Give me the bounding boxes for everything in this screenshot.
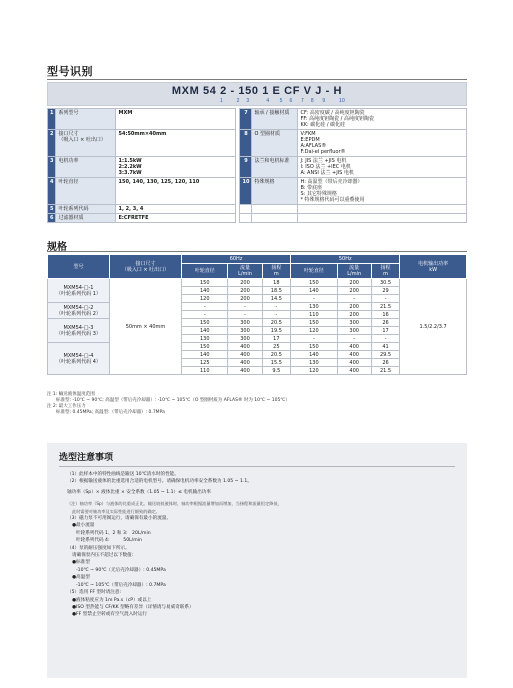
legend-number: 10 <box>240 178 252 205</box>
selection-notes-panel <box>47 443 467 678</box>
spec-cell: - <box>262 303 291 311</box>
legend-value: J: JIS 法兰 +JIS 电机 I: ISO 法兰 +IEC 电机 A: ANSI 法兰 +JIS 电机 <box>298 157 467 178</box>
spec-model: MXM54-□-3 （叶轮系列代码 3） <box>48 319 110 343</box>
legend-number: 7 <box>240 109 252 130</box>
legend-number: 3 <box>48 157 56 178</box>
spec-cell: 150 <box>182 279 228 287</box>
selection-line: ●最小流量 <box>72 523 95 529</box>
spec-cell: 120 <box>182 295 228 303</box>
spec-cell: 300 <box>228 319 262 327</box>
header-60hz: 60Hz <box>182 255 291 264</box>
selection-line: （2）根据输送液体的比重选用合适的电机型号。请确保电机功率安全系数为 1.05 ~ 1.1。 <box>67 479 252 485</box>
legend-value: MXM <box>116 109 236 130</box>
spec-model: MXM54-□-4 （叶轮系列代码 4） <box>48 343 110 375</box>
spec-row <box>48 279 467 287</box>
selection-line: （5）选用 FF 型时请注意: <box>67 590 122 596</box>
spec-cell: 150 <box>291 343 337 351</box>
spec-cell: 400 <box>228 343 262 351</box>
note-line: 标准型: -10℃ ~ 90℃; 高温型（带后壳冷却器）: -10℃ ~ 105℃（O 型圈材质为 AFLAS® 时为 10℃ ~ 105℃） <box>47 398 290 403</box>
selection-line: -10℃ ~ 90℃（无后壳冷却器）: 0.45MPa <box>76 567 166 573</box>
spec-cell: 150 <box>291 319 337 327</box>
spec-cell: 300 <box>337 327 371 335</box>
legend-row <box>48 205 467 214</box>
spec-cell: 300 <box>337 319 371 327</box>
legend-number: 8 <box>240 130 252 157</box>
spec-model: MXM54-□-2 （叶轮系列代码 2） <box>48 303 110 319</box>
spec-cell: - <box>371 335 400 343</box>
selection-line: ●ISO 型热能与 CF/KK 型略有差异（详情请与易威奇联系） <box>72 604 194 610</box>
legend-label: 叶轮系列代码 <box>56 205 116 214</box>
legend-row <box>48 178 467 205</box>
selection-line: ●标准型 <box>72 560 90 566</box>
spec-cell: 120 <box>291 327 337 335</box>
spec-cell: 9.5 <box>262 367 291 375</box>
legend-number: 5 <box>48 205 56 214</box>
legend-value: 150, 140, 130, 125, 120, 110 <box>116 178 236 205</box>
spec-cell: 18 <box>262 279 291 287</box>
legend-number: 6 <box>48 214 56 223</box>
spec-cell: 30.5 <box>371 279 400 287</box>
spec-cell: 17 <box>371 327 400 335</box>
spec-cell: 17 <box>262 335 291 343</box>
divider <box>47 251 467 252</box>
legend-number: 4 <box>48 178 56 205</box>
legend-label: 系列型号 <box>56 109 116 130</box>
model-code: MXM 54 2 - 150 1 E CF V J - H <box>171 85 343 97</box>
header-flow: 流量 L/min <box>228 264 262 279</box>
legend-value: CF: 高密度碳 / 高纯度钽陶瓷 FF: 高纯度钽陶瓷 / 高纯度钽陶瓷 KK: 碳化硅 / 碳化硅 <box>298 109 467 130</box>
spec-cell: 21.5 <box>371 367 400 375</box>
spec-cell: - <box>182 303 228 311</box>
spec-cell: 19.5 <box>262 327 291 335</box>
legend-row <box>48 214 467 223</box>
legend-value: 54:50mm×40mm <box>116 130 236 157</box>
spec-cell: 110 <box>182 367 228 375</box>
spec-table <box>47 254 467 375</box>
spec-cell: 14.5 <box>262 295 291 303</box>
selection-line: ●FF 型禁止空转或有空气混入时运行 <box>72 612 148 618</box>
spec-cell: 29 <box>371 287 400 295</box>
spec-cell: 20.5 <box>262 319 291 327</box>
legend-empty <box>240 205 252 214</box>
spec-port-size: 50mm × 40mm <box>110 279 182 375</box>
legend-value: 1:1.5kW 2:2.2kW 3:3.7kW <box>116 157 236 178</box>
note-line: 注 1: 輸送液体温度范围 <box>47 392 95 397</box>
selection-line: ●液体粘度应为 1m Pa.s（cP）或以上 <box>72 597 152 603</box>
spec-cell: 26 <box>371 359 400 367</box>
spec-cell: 400 <box>228 359 262 367</box>
spec-cell: 140 <box>182 327 228 335</box>
model-code-legend-table <box>47 108 467 223</box>
spec-cell: 130 <box>291 359 337 367</box>
spec-cell: 400 <box>337 343 371 351</box>
spec-power: 1.5/2.2/3.7 <box>400 279 467 375</box>
spec-cell: 200 <box>228 279 262 287</box>
spec-cell: 400 <box>337 351 371 359</box>
spec-cell: 400 <box>337 359 371 367</box>
model-code-numbers: 1 2 3 4 5 6 7 8 9 10 <box>220 98 346 104</box>
selection-line: 叶轮系列代码 4: 50L/min <box>76 538 142 544</box>
legend-empty <box>298 205 467 214</box>
spec-cell: 400 <box>228 351 262 359</box>
spec-cell: 26 <box>371 319 400 327</box>
spec-cell: 150 <box>291 279 337 287</box>
header-impeller: 叶轮直径 <box>182 264 228 279</box>
legend-value: 1, 2, 3, 4 <box>116 205 236 214</box>
legend-label: O 型圈材质 <box>252 130 298 157</box>
spec-cell: 150 <box>182 343 228 351</box>
spec-cell: 200 <box>337 287 371 295</box>
legend-number: 2 <box>48 130 56 157</box>
spec-cell: - <box>371 295 400 303</box>
spec-cell: - <box>182 311 228 319</box>
header-head: 扬程 m <box>371 264 400 279</box>
spec-cell: 130 <box>182 335 228 343</box>
header-flow: 流量 L/min <box>337 264 371 279</box>
spec-cell: 125 <box>182 359 228 367</box>
legend-row <box>48 130 467 157</box>
header-model: 型号 <box>48 255 110 279</box>
spec-cell: - <box>291 295 337 303</box>
legend-empty <box>298 214 467 223</box>
header-head: 扬程 m <box>262 264 291 279</box>
spec-cell: 15.5 <box>262 359 291 367</box>
spec-cell: - <box>337 335 371 343</box>
spec-cell: 140 <box>291 287 337 295</box>
section-title-specs: 规格 <box>47 242 67 253</box>
legend-row <box>48 109 467 130</box>
legend-number: 9 <box>240 157 252 178</box>
legend-value: H: 高温型（带后壳冷却器） B: 带底座 S: 其它特殊规格 * 特殊规格代码可以重叠使用 <box>298 178 467 205</box>
selection-line: （1）此样本中的特性曲线是输送 10℃清水时的性能。 <box>67 472 179 477</box>
legend-label: 叶轮直径 <box>56 178 116 205</box>
spec-cell: 120 <box>291 367 337 375</box>
section-title-model-code: 型号识别 <box>47 65 93 78</box>
legend-label: 电机功率 <box>56 157 116 178</box>
spec-cell: - <box>337 295 371 303</box>
spec-cell: 200 <box>337 303 371 311</box>
spec-cell: 21.5 <box>371 303 400 311</box>
divider <box>47 79 467 80</box>
legend-label: 法兰和电机标准 <box>252 157 298 178</box>
spec-cell: 140 <box>182 287 228 295</box>
spec-cell: 130 <box>291 303 337 311</box>
legend-empty <box>252 205 298 214</box>
spec-cell: - <box>262 311 291 319</box>
spec-cell: - <box>228 311 262 319</box>
spec-cell: 150 <box>182 319 228 327</box>
header-impeller: 叶轮直径 <box>291 264 337 279</box>
spec-cell: - <box>228 303 262 311</box>
spec-cell: 18.5 <box>262 287 291 295</box>
spec-cell: 200 <box>337 311 371 319</box>
legend-label: 过滤器材质 <box>56 214 116 223</box>
spec-cell: 300 <box>228 327 262 335</box>
spec-cell: 140 <box>291 351 337 359</box>
note-line: 标准型: 0.45MPa; 高温型:（带后壳冷却器）: 0.7MPa <box>47 410 165 415</box>
legend-value: E:CFRETFE <box>116 214 236 223</box>
spec-notes <box>47 392 290 416</box>
selection-line: （4）泵的耐压强度如下所示。 <box>67 545 130 551</box>
spec-cell: 29.5 <box>371 351 400 359</box>
note-line: 注 2: 最大工作压力 <box>47 404 86 409</box>
selection-line: （注）轴功率（Sp）与液体的比重成正比。输送较低液体时，轴功率根据流量增加而增加，当扬程和流量恒定降低， <box>67 501 282 507</box>
spec-cell: 200 <box>228 295 262 303</box>
selection-notes-body <box>61 471 453 619</box>
spec-cell: 200 <box>337 279 371 287</box>
spec-cell: 25 <box>262 343 291 351</box>
legend-empty <box>240 214 252 223</box>
spec-cell: 41 <box>371 343 400 351</box>
selection-line: （3）磁力泵不可用阀运行，请确保有最小的流量。 <box>67 516 171 522</box>
legend-number: 1 <box>48 109 56 130</box>
selection-line: 此时需要对轴功率及实际性能进行细致的确定。 <box>72 508 160 514</box>
selection-line: 请确保泵内压不超过以下数值: <box>72 553 134 559</box>
selection-line: ●高温型 <box>72 575 90 581</box>
selection-line: 轴功率（Sp）× 液体比重 × 安全系数（1.05 ~ 1.1）≤ 电机输出功率 <box>67 489 211 495</box>
header-50hz: 50Hz <box>291 255 400 264</box>
spec-cell: 400 <box>228 367 262 375</box>
spec-cell: 140 <box>182 351 228 359</box>
header-power: 电机输出功率 kW <box>400 255 467 279</box>
spec-cell: 200 <box>228 287 262 295</box>
selection-line: -10℃ ~ 105℃（带后壳冷却器）: 0.7MPa <box>76 582 166 588</box>
spec-model: MXM54-□-1 （叶轮系列代码 1） <box>48 279 110 303</box>
spec-cell: 400 <box>337 367 371 375</box>
model-code-box <box>47 82 467 106</box>
spec-cell: 300 <box>228 335 262 343</box>
legend-label: 轴承 / 接触材质 <box>252 109 298 130</box>
legend-row <box>48 157 467 178</box>
spec-cell: 110 <box>291 311 337 319</box>
spec-cell: 16 <box>371 311 400 319</box>
legend-label: 特殊规格 <box>252 178 298 205</box>
section-title-selection: 选型注意事项 <box>59 453 114 463</box>
spec-cell: 20.5 <box>262 351 291 359</box>
legend-label: 接口尺寸 （吸入口 × 吐出口） <box>56 130 116 157</box>
selection-line: 叶轮系列代码 1、2 和 3: 20L/min <box>76 530 151 536</box>
spec-cell: - <box>291 335 337 343</box>
legend-value: V:FKM E:EPDM A:AFLAS® F:Dai-el perfluor® <box>298 130 467 157</box>
header-port: 接口尺寸 （吸入口 × 吐出口） <box>110 255 182 279</box>
legend-empty <box>252 214 298 223</box>
divider <box>59 466 455 467</box>
